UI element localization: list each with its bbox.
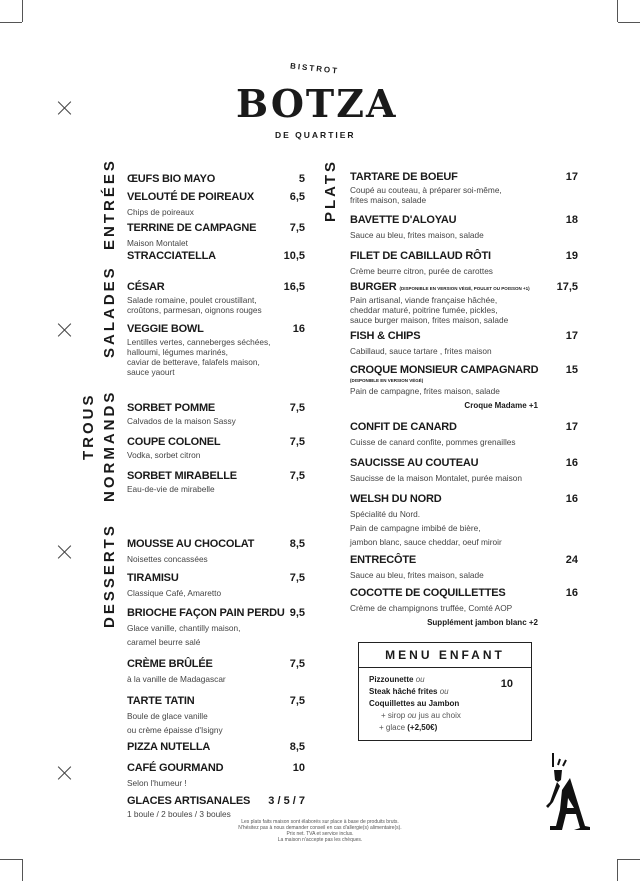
fold-mark-icon xyxy=(58,323,72,337)
item-row xyxy=(350,489,578,507)
botza-mascot-logo-icon xyxy=(540,750,595,835)
item-title xyxy=(350,550,416,568)
item-price: 7,5 xyxy=(289,402,305,414)
section-desserts: DESSERTS xyxy=(101,523,118,628)
item-row xyxy=(127,534,305,552)
item-title xyxy=(127,218,256,236)
option: Steak hâché frites xyxy=(369,687,438,696)
footer-line: Prix net. TVA et service inclus. xyxy=(286,831,354,837)
item-description: 1 boule / 2 boules / 3 boules xyxy=(127,809,231,819)
item-price: 16 xyxy=(565,493,578,505)
menu-item xyxy=(127,737,305,755)
item-price: 17,5 xyxy=(556,281,578,293)
item-price: 16 xyxy=(292,323,305,335)
section-trous-normands-1: TROUS xyxy=(80,392,97,460)
item-name: COCOTTE DE COQUILLETTES xyxy=(350,587,506,599)
item-title xyxy=(127,603,285,621)
ice-cream-price: (+2,50€) xyxy=(407,723,438,732)
item-name: MOUSSE AU CHOCOLAT xyxy=(127,538,255,550)
logo-de-quartier: DE QUARTIER xyxy=(275,130,356,140)
item-price: 5 xyxy=(298,173,305,185)
item-description: Eau-de-vie de mirabelle xyxy=(127,484,215,494)
item-price: 10,5 xyxy=(283,250,305,262)
item-name: STRACCIATELLA xyxy=(127,250,216,262)
crop-mark xyxy=(617,859,618,881)
item-description: Cabillaud, sauce tartare , frites maison xyxy=(350,346,492,356)
item-description: Pain de campagne imbibé de bière, xyxy=(350,523,481,533)
menu-item xyxy=(350,210,578,242)
item-row xyxy=(127,169,305,187)
item-price: 16 xyxy=(565,457,578,469)
item-price: 7,5 xyxy=(289,436,305,448)
crop-mark xyxy=(0,22,22,23)
item-name: VEGGIE BOWL xyxy=(127,323,204,335)
item-title xyxy=(127,534,254,552)
item-title xyxy=(350,360,538,378)
option: Coquillettes au Jambon xyxy=(369,699,460,708)
item-row xyxy=(350,246,578,264)
item-price: 18 xyxy=(565,214,578,226)
item-name: TIRAMISU xyxy=(127,572,179,584)
item-price: 7,5 xyxy=(289,695,305,707)
menu-item xyxy=(350,489,578,549)
item-description: Sauce au bleu, frites maison, salade xyxy=(350,230,484,240)
item-row xyxy=(350,360,578,378)
item-row xyxy=(350,326,578,344)
item-description: Noisettes concassées xyxy=(127,554,208,564)
item-row xyxy=(127,319,305,337)
footer-line: Les plats faits maison sont élaborés sur place à base de produits bruts. xyxy=(241,819,399,825)
item-title xyxy=(350,246,491,264)
item-name: SORBET POMME xyxy=(127,402,216,414)
item-row xyxy=(127,246,305,264)
menu-item xyxy=(350,246,578,278)
item-description: Maison Montalet xyxy=(127,238,188,248)
menu-item xyxy=(127,277,305,315)
item-description: sauce burger maison, frites maison, salade xyxy=(350,315,509,325)
menu-item xyxy=(127,654,305,686)
or-text: ou xyxy=(415,675,425,684)
item-price: 15 xyxy=(565,364,578,376)
item-title xyxy=(350,167,458,185)
crop-mark xyxy=(617,0,618,22)
item-title xyxy=(127,319,204,337)
item-title xyxy=(127,466,237,484)
item-row xyxy=(127,791,305,809)
item-description: Glace vanille, chantilly maison, xyxy=(127,623,241,633)
fold-mark-icon xyxy=(58,545,72,559)
item-title xyxy=(127,246,216,264)
item-title xyxy=(127,654,213,672)
item-title xyxy=(127,187,254,205)
fold-mark-icon xyxy=(58,766,72,780)
item-row xyxy=(127,568,305,586)
item-description: croûtons, parmesan, oignons rouges xyxy=(127,305,262,315)
item-title xyxy=(350,210,456,228)
item-price: 3 / 5 / 7 xyxy=(268,795,305,807)
item-description: caramel beurre salé xyxy=(127,637,201,647)
item-title xyxy=(350,583,506,601)
item-description: halloumi, légumes marinés, xyxy=(127,347,228,357)
item-title xyxy=(127,691,194,709)
item-title xyxy=(127,791,250,809)
item-description: Vodka, sorbet citron xyxy=(127,450,201,460)
menu-item xyxy=(127,534,305,566)
item-row xyxy=(350,417,578,435)
menu-enfant-price: 10 xyxy=(500,678,513,690)
item-name: TARTE TATIN xyxy=(127,695,195,707)
item-description: frites maison, salade xyxy=(350,195,427,205)
item-title xyxy=(350,417,457,435)
menu-item xyxy=(127,466,305,494)
item-name: CÉSAR xyxy=(127,281,165,293)
logo-botza: BOTZA xyxy=(236,81,398,126)
item-row xyxy=(127,432,305,450)
crop-mark xyxy=(22,859,23,881)
item-description: Saucisse de la maison Montalet, purée maison xyxy=(350,473,523,483)
item-price: 9,5 xyxy=(289,607,305,619)
item-row xyxy=(127,758,305,776)
item-row xyxy=(127,398,305,416)
section-entrees: ENTRÉES xyxy=(101,158,118,250)
item-price: 19 xyxy=(565,250,578,262)
item-price: 17 xyxy=(565,421,578,433)
item-price: 17 xyxy=(565,171,578,183)
item-name: ŒUFS BIO MAYO xyxy=(127,173,216,185)
item-price: 7,5 xyxy=(289,470,305,482)
item-name: FILET DE CABILLAUD RÔTI xyxy=(350,250,491,262)
item-name: CONFIT DE CANARD xyxy=(350,421,457,433)
item-row xyxy=(350,277,578,295)
section-plats: PLATS xyxy=(322,158,339,222)
or-text: ou xyxy=(439,687,449,696)
menu-item xyxy=(127,169,305,187)
item-description: à la vanille de Madagascar xyxy=(127,674,226,684)
item-title xyxy=(350,489,442,507)
menu-item xyxy=(350,277,578,325)
item-description: Selon l'humeur ! xyxy=(127,778,187,788)
menu-item xyxy=(127,603,305,649)
item-price: 16 xyxy=(565,587,578,599)
item-subnote: (DISPONIBLE EN VERSION VÉGÉ) xyxy=(350,378,424,383)
footer-line: La maison n'accepte pas les chèques. xyxy=(277,837,363,843)
menu-item xyxy=(127,319,305,377)
item-description: Chips de poireaux xyxy=(127,207,194,217)
item-description: Pain de campagne, frites maison, salade xyxy=(350,386,500,396)
footer-notice xyxy=(190,819,450,843)
item-price: 8,5 xyxy=(289,741,305,753)
item-name: CAFÉ GOURMAND xyxy=(127,762,224,774)
item-row xyxy=(127,277,305,295)
item-row xyxy=(127,737,305,755)
menu-item xyxy=(350,453,578,485)
item-name: CRÈME BRÛLÉE xyxy=(127,658,213,670)
menu-item xyxy=(350,360,578,410)
item-name: COUPE COLONEL xyxy=(127,436,221,448)
item-name: BURGER xyxy=(350,281,397,293)
menu-item xyxy=(127,432,305,460)
item-name: TERRINE DE CAMPAGNE xyxy=(127,222,257,234)
item-description: Salade romaine, poulet croustillant, xyxy=(127,295,257,305)
item-title xyxy=(350,326,420,344)
menu-item xyxy=(350,550,578,582)
item-row xyxy=(127,218,305,236)
item-price: 7,5 xyxy=(289,222,305,234)
item-description: Spécialité du Nord. xyxy=(350,509,421,519)
item-name: GLACES ARTISANALES xyxy=(127,795,251,807)
menu-item xyxy=(127,398,305,426)
item-row xyxy=(350,210,578,228)
menu-item xyxy=(350,167,578,205)
item-row xyxy=(127,603,305,621)
item-title xyxy=(127,169,215,187)
logo-bistrot: BISTROT xyxy=(289,61,340,76)
item-row xyxy=(127,187,305,205)
section-trous-normands-2: NORMANDS xyxy=(101,389,118,502)
item-description: Pain artisanal, viande française hâchée, xyxy=(350,295,498,305)
item-description: Boule de glace vanille xyxy=(127,711,208,721)
fold-mark-icon xyxy=(58,101,72,115)
menu-item xyxy=(350,417,578,449)
crop-mark xyxy=(22,0,23,22)
crop-mark xyxy=(0,859,22,860)
item-price: 6,5 xyxy=(289,191,305,203)
drink-b: jus au choix xyxy=(418,711,461,720)
ice-cream: + glace xyxy=(379,723,406,732)
item-name: BRIOCHE FAÇON PAIN PERDU xyxy=(127,607,285,619)
item-title xyxy=(127,737,210,755)
item-price: 10 xyxy=(292,762,305,774)
item-note: (DISPONIBLE EN VERSION VÉGÉ, POULET OU POISSON +1) xyxy=(399,286,530,291)
menu-item xyxy=(350,326,578,358)
item-row xyxy=(350,167,578,185)
item-supplement: Croque Madame +1 xyxy=(464,401,538,410)
item-title xyxy=(127,277,165,295)
item-name: ENTRECÔTE xyxy=(350,554,417,566)
item-description: Cuisse de canard confite, pommes grenailles xyxy=(350,437,516,447)
menu-item xyxy=(127,187,305,219)
menu-item xyxy=(350,583,578,627)
item-name: SAUCISSE AU COUTEAU xyxy=(350,457,479,469)
item-description: caviar de betterave, falafels maison, xyxy=(127,357,260,367)
item-description: Coupé au couteau, à préparer soi-même, xyxy=(350,185,502,195)
item-description: cheddar maturé, poitrine fumée, pickles, xyxy=(350,305,498,315)
item-title xyxy=(127,398,215,416)
item-name: WELSH DU NORD xyxy=(350,493,442,505)
item-price: 17 xyxy=(565,330,578,342)
item-price: 16,5 xyxy=(283,281,305,293)
item-row xyxy=(127,654,305,672)
menu-item xyxy=(127,246,305,264)
crop-mark xyxy=(618,859,640,860)
option: Pizzounette xyxy=(369,675,414,684)
item-description: Lentilles vertes, canneberges séchées, xyxy=(127,337,271,347)
menu-item xyxy=(127,758,305,790)
item-description: Crème beurre citron, purée de carottes xyxy=(350,266,493,276)
item-description: ou crème épaisse d'Isigny xyxy=(127,725,223,735)
item-row xyxy=(127,691,305,709)
menu-enfant-box xyxy=(358,642,532,741)
item-row xyxy=(350,453,578,471)
item-description: Sauce au bleu, frites maison, salade xyxy=(350,570,484,580)
item-title xyxy=(127,568,179,586)
menu-item xyxy=(127,568,305,600)
item-name: BAVETTE D'ALOYAU xyxy=(350,214,457,226)
crop-mark xyxy=(618,22,640,23)
item-title xyxy=(350,277,530,295)
item-title xyxy=(350,453,478,471)
item-row xyxy=(350,583,578,601)
footer-line: N'hésitez pas à nous demander conseil en cas d'allergie(s) alimentaire(s). xyxy=(238,825,402,831)
item-price: 8,5 xyxy=(289,538,305,550)
menu-item xyxy=(127,791,305,819)
item-price: 24 xyxy=(565,554,578,566)
item-description: sauce yaourt xyxy=(127,367,175,377)
item-supplement: Supplément jambon blanc +2 xyxy=(427,618,538,627)
item-title xyxy=(127,758,223,776)
drink-a: + sirop xyxy=(381,711,406,720)
item-name: VELOUTÉ DE POIREAUX xyxy=(127,191,254,203)
item-title xyxy=(127,432,220,450)
item-row xyxy=(127,466,305,484)
item-name: SORBET MIRABELLE xyxy=(127,470,237,482)
item-description: Calvados de la maison Sassy xyxy=(127,416,236,426)
item-name: FISH & CHIPS xyxy=(350,330,421,342)
or-text: ou xyxy=(407,711,417,720)
item-name: TARTARE DE BOEUF xyxy=(350,171,458,183)
item-price: 7,5 xyxy=(289,658,305,670)
menu-enfant-title: MENU ENFANT xyxy=(359,643,531,668)
item-row xyxy=(350,550,578,568)
item-description: Classique Café, Amaretto xyxy=(127,588,222,598)
menu-item xyxy=(127,691,305,737)
section-salades: SALADES xyxy=(101,265,118,358)
item-price: 7,5 xyxy=(289,572,305,584)
item-name: CROQUE MONSIEUR CAMPAGNARD xyxy=(350,364,539,376)
item-description: jambon blanc, sauce cheddar, oeuf miroir xyxy=(350,537,502,547)
item-name: PIZZA NUTELLA xyxy=(127,741,211,753)
item-description: Crème de champignons truffée, Comté AOP xyxy=(350,603,513,613)
